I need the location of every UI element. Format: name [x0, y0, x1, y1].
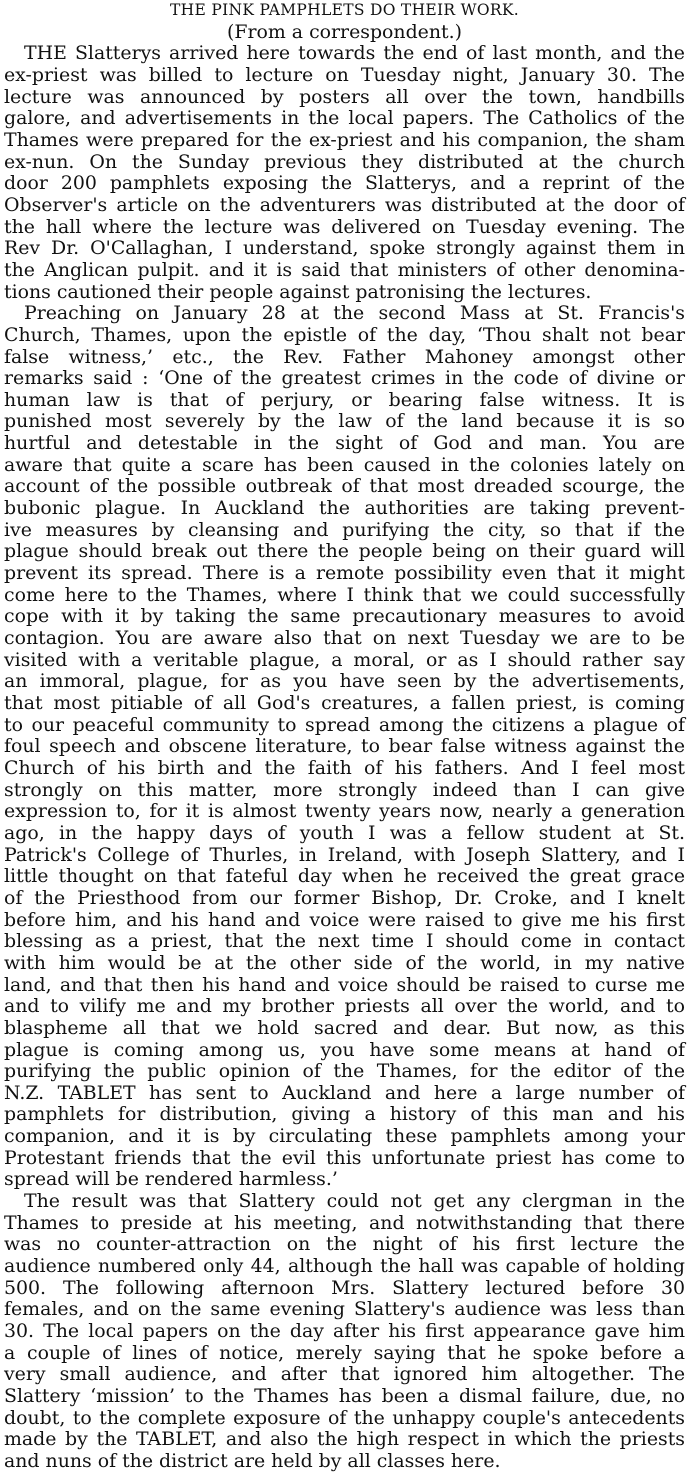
text-line: an immoral, plague, for as you have seen by the advertisements, — [4, 670, 685, 693]
text-line: with him would be at the other side of the world, in my native — [4, 951, 685, 974]
text-line: 500. The following afternoon Mrs. Slattery lectured before 30 — [4, 1276, 685, 1299]
text-line: tions cautioned their people against patronising the lectures. — [4, 280, 592, 303]
text-line: ex-priest was billed to lecture on Tuesday night, January 30. The — [4, 63, 685, 86]
text-line: Church, Thames, upon the epistle of the day, ‘Thou shalt not bear — [4, 323, 685, 346]
text-line: the hall where the lecture was delivered on Tuesday evening. The — [4, 215, 685, 238]
text-line: punished most severely by the law of the land because it is so — [4, 410, 685, 433]
text-line: was no counter-attraction on the night of his first lecture the — [4, 1233, 685, 1256]
text-line: contagion. You are aware also that on next Tuesday we are to be — [4, 627, 685, 650]
text-line: ago, in the happy days of youth I was a fellow student at St. — [4, 821, 685, 844]
text-line: N.Z. TABLET has sent to Auckland and here a large number of — [4, 1081, 685, 1104]
text-line: the Anglican pulpit. and it is said that ministers of other denomina- — [4, 258, 685, 281]
text-line: Protestant friends that the evil this unfortunate priest has come to — [4, 1146, 685, 1169]
text-line: spread will be rendered harmless.’ — [4, 1168, 338, 1191]
text-line: bubonic plague. In Auckland the authorities are taking prevent- — [4, 497, 685, 520]
text-line: Preaching on January 28 at the second Mass at St. Francis's — [24, 302, 685, 325]
text-line: visited with a veritable plague, a moral, or as I should rather say — [4, 648, 685, 671]
text-line: galore, and advertisements in the local papers. The Catholics of the — [4, 107, 685, 130]
text-line: remarks said : ‘One of the greatest crimes in the code of divine or — [4, 367, 685, 390]
text-line: Thames were prepared for the ex-priest and his companion, the sham — [4, 128, 685, 151]
text-line: come here to the Thames, where I think that we could successfully — [4, 583, 685, 606]
text-line: plague is coming among us, you have some means at hand of — [4, 1038, 685, 1061]
text-line: companion, and it is by circulating these pamphlets among your — [4, 1125, 685, 1148]
text-line: door 200 pamphlets exposing the Slatterys, and a reprint of the — [4, 172, 685, 195]
text-line: land, and that then his hand and voice should be raised to curse me — [4, 973, 685, 996]
text-line: Thames to preside at his meeting, and notwithstanding that there — [4, 1211, 685, 1234]
text-line: very small audience, and after that ignored him altogether. The — [4, 1363, 685, 1386]
text-line: prevent its spread. There is a remote possibility even that it might — [4, 562, 685, 585]
text-line: ive measures by cleansing and purifying the city, so that if the — [4, 518, 685, 541]
text-line: doubt, to the complete exposure of the unhappy couple's antecedents — [4, 1406, 685, 1429]
text-line: and to vilify me and my brother priests all over the world, and to — [4, 995, 685, 1018]
text-line: expression to, for it is almost twenty years now, nearly a generation — [4, 800, 685, 823]
text-line: before him, and his hand and voice were raised to give me his first — [4, 908, 685, 931]
text-line: ex-nun. On the Sunday previous they distributed at the church — [4, 150, 685, 173]
text-line: 30. The local papers on the day after his first appearance gave him — [4, 1320, 685, 1343]
article-paragraph-2 — [4, 303, 685, 1191]
article-byline: (From a correspondent.) — [227, 20, 462, 43]
text-line: pamphlets for distribution, giving a history of this man and his — [4, 1103, 685, 1126]
text-line: plague should break out there the people being on their guard will — [4, 540, 685, 563]
text-line: hurtful and detestable in the sight of God and man. You are — [4, 432, 685, 455]
text-line: little thought on that fateful day when he received the great grace — [4, 865, 685, 888]
text-line: Patrick's College of Thurles, in Ireland, with Joseph Slattery, and I — [4, 843, 685, 866]
text-line: foul speech and obscene literature, to bear false witness against the — [4, 735, 685, 758]
text-line: Church of his birth and the faith of his fathers. And I feel most — [4, 756, 685, 779]
text-line: lecture was announced by posters all over the town, handbills — [4, 85, 685, 108]
text-line: to our peaceful community to spread among the citizens a plague of — [4, 713, 685, 736]
text-line: strongly on this matter, more strongly indeed than I can give — [4, 778, 685, 801]
text-line: of the Priesthood from our former Bishop, Dr. Croke, and I knelt — [4, 886, 685, 909]
text-line: made by the TABLET, and also the high respect in which the priests — [4, 1428, 685, 1451]
text-line: Observer's article on the adventurers was distributed at the door of — [4, 193, 685, 216]
text-line: account of the possible outbreak of that most dreaded scourge, the — [4, 475, 685, 498]
text-line: blaspheme all that we hold sacred and dear. But now, as this — [4, 1016, 685, 1039]
article-headline: THE PINK PAMPHLETS DO THEIR WORK. — [170, 1, 519, 19]
text-line: Slattery ‘mission’ to the Thames has been a dismal failure, due, no — [4, 1385, 685, 1407]
text-line: Rev Dr. O'Callaghan, I understand, spoke strongly against them in — [4, 237, 685, 260]
text-line: human law is that of perjury, or bearing false witness. It is — [4, 388, 685, 411]
text-line: aware that quite a scare has been caused in the colonies lately on — [4, 453, 685, 476]
text-line: a couple of lines of notice, merely saying that he spoke before a — [4, 1341, 685, 1364]
text-line: THE Slatterys arrived here towards the end of last month, and the — [24, 42, 685, 65]
text-line: blessing as a priest, that the next time I should come in contact — [4, 930, 685, 953]
text-line: females, and on the same evening Slattery's audience was less than — [4, 1298, 685, 1321]
text-line: cope with it by taking the same precautionary measures to avoid — [4, 605, 685, 628]
text-line: and nuns of the district are held by all classes here. — [4, 1449, 501, 1472]
text-line: audience numbered only 44, although the hall was capable of holding — [4, 1255, 685, 1278]
text-line: false witness,’ etc., the Rev. Father Mahoney amongst other — [4, 345, 685, 368]
text-line: purifying the public opinion of the Thames, for the editor of the — [4, 1060, 685, 1083]
article-paragraph-3 — [4, 1191, 685, 1473]
text-line: that most pitiable of all God's creatures, a fallen priest, is coming — [4, 692, 685, 714]
text-line: The result was that Slattery could not get any clergman in the — [24, 1190, 685, 1213]
article-paragraph-1 — [4, 43, 685, 303]
